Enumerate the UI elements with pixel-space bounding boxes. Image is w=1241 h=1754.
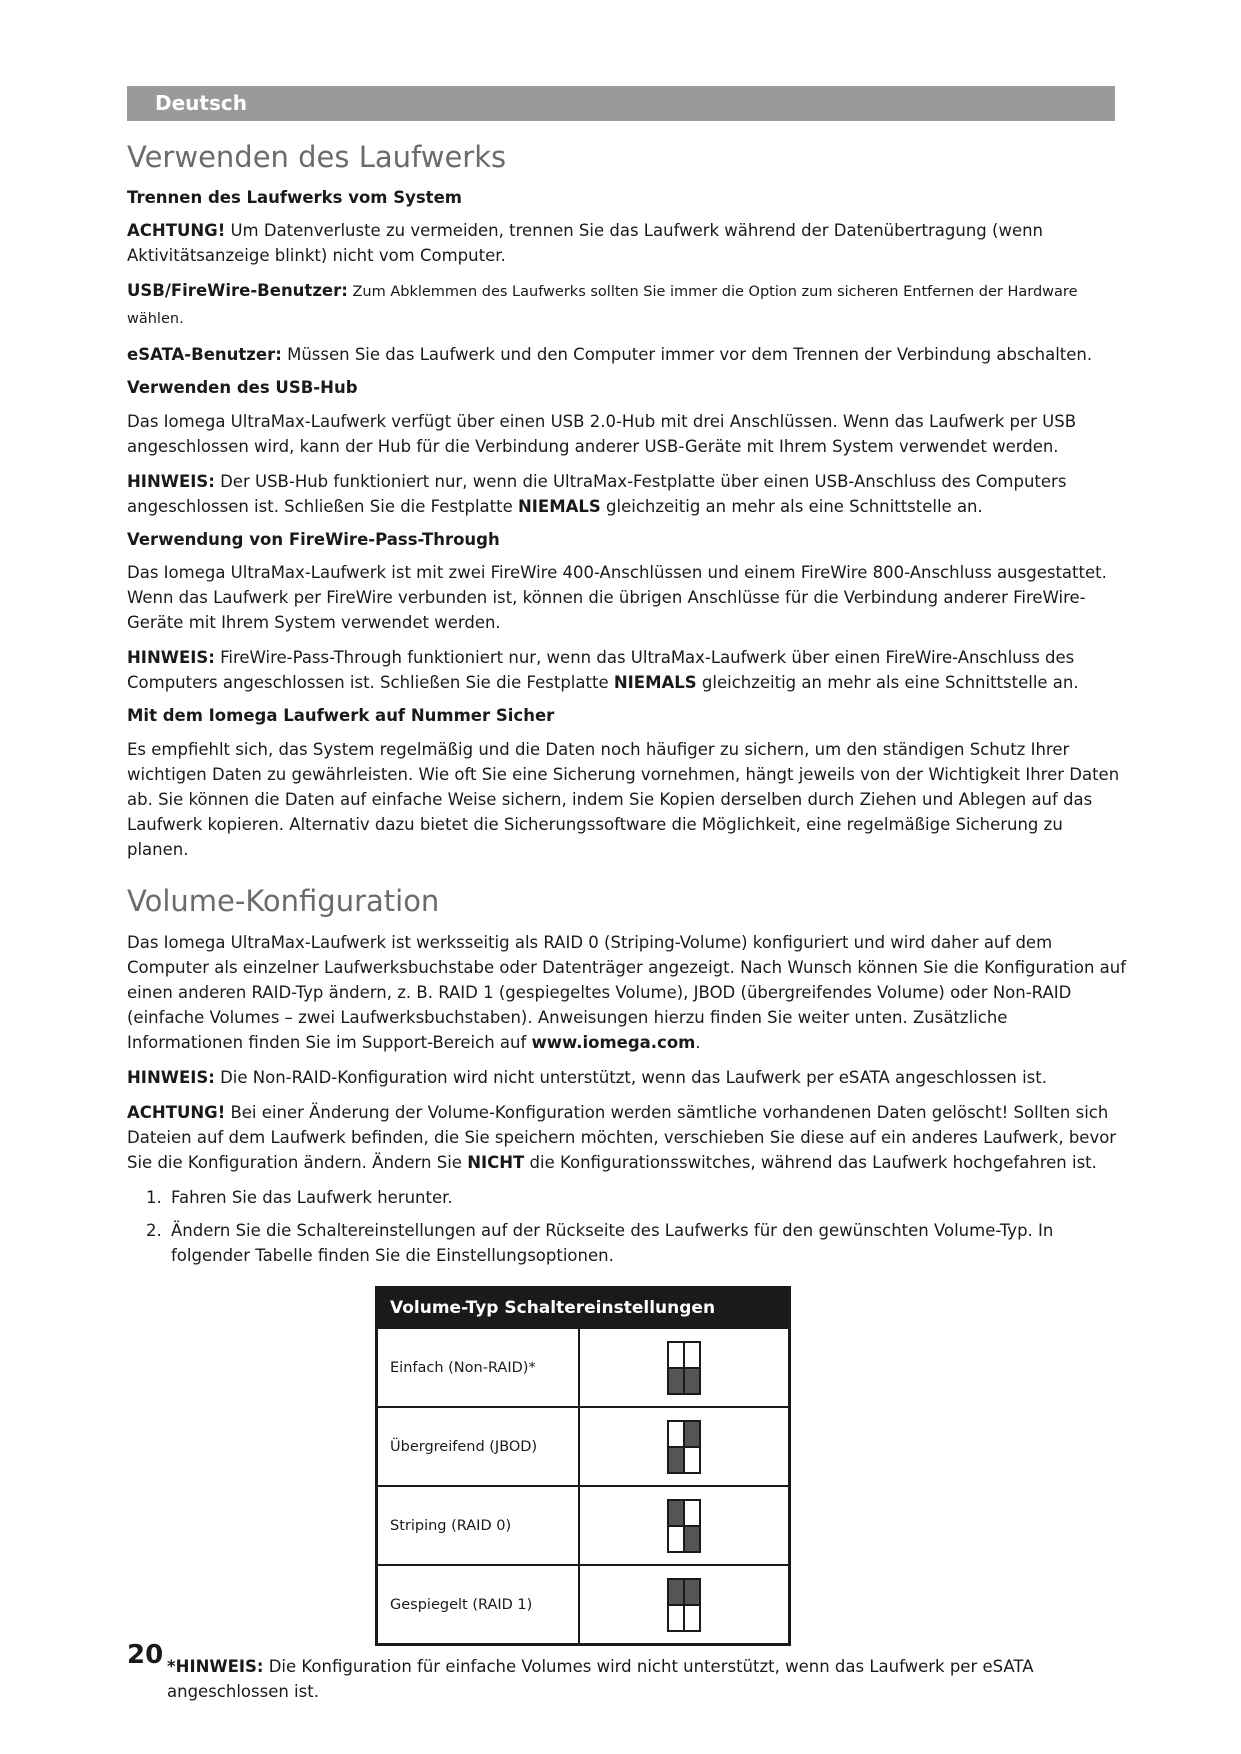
volume-type-label: Einfach (Non-RAID)* — [377, 1328, 580, 1407]
switch-cell-on — [668, 1447, 684, 1473]
usb-hub-note — [127, 469, 1127, 519]
volume-intro-paragraph — [127, 930, 1127, 1055]
switch-cell-off — [668, 1526, 684, 1552]
esata-users-text: Müssen Sie das Laufwerk und den Computer immer vor dem Trennen der Verbindung abschalten. — [281, 345, 1093, 365]
note-label: HINWEIS: — [127, 1068, 215, 1088]
note-text: Der USB-Hub funktioniert nur, wenn die UltraMax-Festplatte über einen USB-Anschluss des Computers angeschlossen ist. Schließen Sie die Festplatte — [127, 471, 1067, 516]
switch-settings-table — [375, 1286, 791, 1646]
note-text-end: gleichzeitig an mehr als eine Schnittstelle an. — [600, 496, 983, 516]
note-emphasis: NIEMALS — [613, 673, 697, 693]
section-title-using-drive: Verwenden des Laufwerks — [127, 140, 507, 174]
note-label: HINWEIS: — [127, 471, 215, 491]
esata-users-label: eSATA-Benutzer: — [127, 345, 282, 365]
note-text: FireWire-Pass-Through funktioniert nur, wenn das UltraMax-Laufwerk über einen FireWire-Anschluss des Computers angeschlossen ist. Schließen Sie die Festplatte — [127, 648, 1075, 693]
table-row — [377, 1486, 790, 1565]
usb-hub-paragraph: Das Iomega UltraMax-Laufwerk verfügt über einen USB 2.0-Hub mit drei Anschlüssen. Wenn das Laufwerk per USB angeschlossen wird, kann der Hub für die Verbindung anderer USB-Geräte mit Ihrem System verwendet werden. — [127, 411, 1077, 456]
switch-cell-on — [668, 1500, 684, 1526]
switch-cell-off — [684, 1447, 700, 1473]
step-item: 1. Fahren Sie das Laufwerk herunter. — [167, 1185, 1127, 1210]
subheading-firewire: Verwendung von FireWire-Pass-Through — [127, 529, 500, 549]
footnote-text: Die Konfiguration für einfache Volumes wird nicht unterstützt, wenn das Laufwerk per eSATA angeschlossen ist. — [167, 1657, 1034, 1702]
usb-users-label: USB/FireWire-Benutzer: — [127, 281, 348, 301]
step-item: 2. Ändern Sie die Schaltereinstellungen auf der Rückseite des Laufwerks für den gewünschten Volume-Typ. In folgender Tabelle finden Sie die Einstellungsoptionen. — [167, 1218, 1127, 1268]
firewire-paragraph: Das Iomega UltraMax-Laufwerk ist mit zwei FireWire 400-Anschlüssen und einem FireWire 800-Anschluss ausgestattet. Wenn das Laufwerk per FireWire verbunden ist, können die übrigen Anschlüsse für die Verbindung anderer FireWire-Geräte mit Ihrem System verwendet werden. — [127, 563, 1107, 633]
volume-intro-text: Das Iomega UltraMax-Laufwerk ist werksseitig als RAID 0 (Striping-Volume) konfiguriert und wird daher auf dem Computer als einzelner Laufwerksbuchstabe oder Datenträger angezeigt. Nach Wunsch können Sie die Konfiguration auf einen anderen RAID-Typ ändern, z. B. RAID 1 (gespiegeltes Volume), JBOD (übergreifendes Volume) oder Non-RAID (einfache Volumes – zwei Laufwerksbuchstaben). Anweisungen hierzu finden Sie weiter unten. Zusätzliche Informationen finden Sie im Support-Bereich auf — [127, 933, 1127, 1053]
footnote-label: *HINWEIS: — [167, 1657, 264, 1677]
switch-cell-off — [668, 1605, 684, 1631]
dip-switch-icon — [667, 1499, 701, 1553]
caution-text: Um Datenverluste zu vermeiden, trennen Sie das Laufwerk während der Datenübertragung (wenn Aktivitätsanzeige blinkt) nicht vom Computer. — [127, 221, 1044, 266]
caution-paragraph — [127, 218, 1127, 268]
table-row — [377, 1565, 790, 1645]
volume-type-label: Striping (RAID 0) — [377, 1486, 580, 1565]
note-label: HINWEIS: — [127, 648, 215, 668]
language-label: Deutsch — [155, 91, 247, 115]
dip-switch-icon — [667, 1341, 701, 1395]
volume-caution — [127, 1100, 1127, 1175]
volume-intro-end: . — [695, 1033, 701, 1053]
language-header-bar — [127, 86, 1115, 121]
steps-list — [127, 1185, 1127, 1268]
switch-cell-on — [684, 1421, 700, 1447]
usb-users-paragraph — [127, 278, 1127, 332]
note-emphasis: NIEMALS — [517, 496, 601, 516]
note-text: Die Non-RAID-Konfiguration wird nicht unterstützt, wenn das Laufwerk per eSATA angeschlossen ist. — [214, 1068, 1047, 1088]
subheading-usb-hub: Verwenden des USB-Hub — [127, 378, 358, 398]
note-text-end: gleichzeitig an mehr als eine Schnittstelle an. — [696, 673, 1079, 693]
caution-text: Bei einer Änderung der Volume-Konfiguration werden sämtliche vorhandenen Daten gelöscht! Sollten sich Dateien auf dem Laufwerk befinden, die Sie speichern möchten, verschieben Sie diese auf ein anderes Laufwerk, bevor Sie die Konfiguration ändern. Ändern Sie — [127, 1103, 1117, 1173]
page-number: 20 — [127, 1640, 164, 1670]
volume-note — [127, 1065, 1127, 1090]
dip-switch-icon — [667, 1420, 701, 1474]
table-header: Volume-Typ Schaltereinstellungen — [377, 1288, 790, 1329]
usb-users-text: Zum Abklemmen des Laufwerks sollten Sie immer die Option zum sicheren Entfernen der Hardware wählen. — [127, 284, 1078, 328]
caution-emphasis: NICHT — [467, 1153, 525, 1173]
esata-users-paragraph — [127, 342, 1127, 367]
caution-label: ACHTUNG! — [127, 221, 226, 241]
iomega-link[interactable]: www.iomega.com — [531, 1033, 696, 1053]
safety-paragraph: Es empfiehlt sich, das System regelmäßig und die Daten noch häufiger zu sichern, um den ständigen Schutz Ihrer wichtigen Daten zu gewährleisten. Wie oft Sie eine Sicherung vornehmen, hängt jeweils von der Wichtigkeit Ihrer Daten ab. Sie können die Daten auf einfache Weise sichern, indem Sie Kopien derselben durch Ziehen und Ablegen auf das Laufwerk kopieren. Alternativ dazu bietet die Sicherungssoftware die Möglichkeit, eine regelmäßige Sicherung zu planen. — [127, 739, 1120, 859]
switch-cell-on — [684, 1368, 700, 1394]
volume-type-label: Gespiegelt (RAID 1) — [377, 1565, 580, 1645]
page-content — [127, 140, 1127, 1704]
caution-label: ACHTUNG! — [127, 1103, 226, 1123]
subheading-disconnect: Trennen des Laufwerks vom System — [127, 187, 462, 207]
switch-cell-on — [684, 1526, 700, 1552]
section-title-volume-config: Volume-Konfiguration — [127, 883, 440, 918]
switch-cell-on — [668, 1368, 684, 1394]
switch-cell-off — [668, 1421, 684, 1447]
switch-cell-off — [668, 1342, 684, 1368]
switch-cell-off — [684, 1342, 700, 1368]
subheading-safety: Mit dem Iomega Laufwerk auf Nummer Sicher — [127, 706, 555, 726]
firewire-note — [127, 645, 1127, 695]
volume-type-label: Übergreifend (JBOD) — [377, 1407, 580, 1486]
table-row — [377, 1328, 790, 1407]
switch-cell-on — [684, 1579, 700, 1605]
caution-text-end: die Konfigurationsswitches, während das Laufwerk hochgefahren ist. — [524, 1153, 1097, 1173]
switch-cell-off — [684, 1500, 700, 1526]
switch-cell-on — [668, 1579, 684, 1605]
switch-cell-off — [684, 1605, 700, 1631]
dip-switch-icon — [667, 1578, 701, 1632]
table-footnote — [167, 1654, 1127, 1704]
table-row — [377, 1407, 790, 1486]
